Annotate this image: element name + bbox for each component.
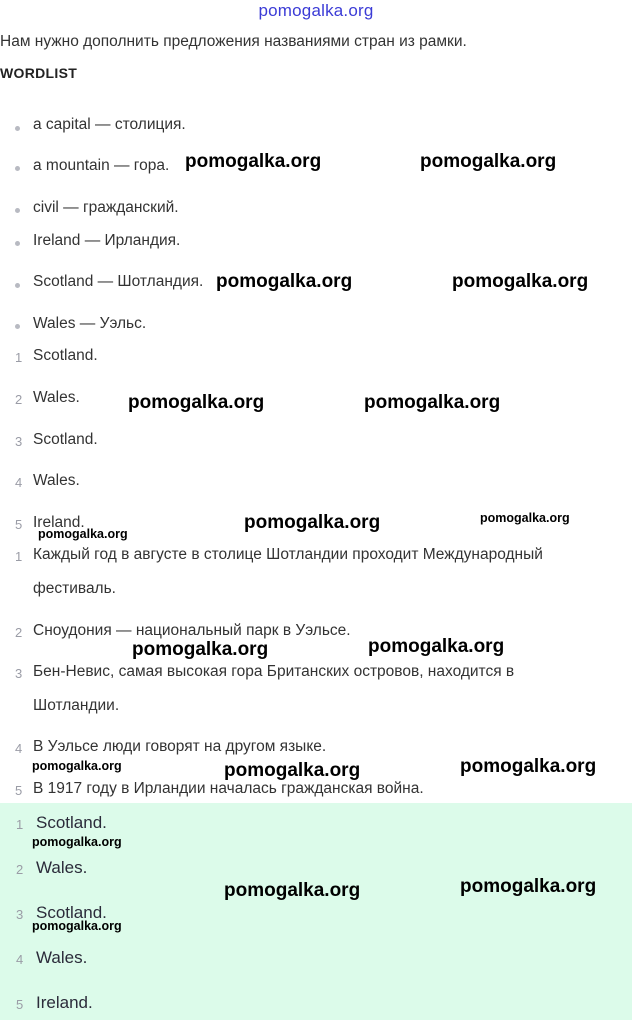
final-answer-item: Scotland.	[36, 903, 107, 922]
item-number: 3	[16, 907, 24, 922]
item-number: 4	[16, 952, 24, 967]
watermark: pomogalka.org	[132, 639, 269, 660]
item-number: 5	[15, 517, 23, 532]
watermark: pomogalka.org	[460, 756, 597, 777]
watermark: pomogalka.org	[32, 759, 122, 773]
item-number: 2	[15, 392, 23, 407]
item-number: 3	[15, 434, 23, 449]
translation-line: фестиваль.	[33, 580, 116, 597]
answer-item: Scotland.	[33, 431, 98, 448]
translation-line: Каждый год в августе в столице Шотландии проходит Международный	[33, 546, 543, 563]
bullet-icon	[15, 166, 20, 171]
answer-item: Scotland.	[33, 347, 98, 364]
watermark: pomogalka.org	[216, 271, 353, 292]
watermark: pomogalka.org	[244, 512, 381, 533]
answer-item: Wales.	[33, 389, 80, 406]
item-number: 4	[15, 475, 23, 490]
translation-line: Бен-Невис, самая высокая гора Британских островов, находится в	[33, 663, 515, 680]
translation-line: Сноудония — национальный парк в Уэльсе.	[33, 622, 351, 639]
item-number: 3	[15, 666, 23, 681]
watermark: pomogalka.org	[185, 151, 322, 172]
translation-line: В 1917 году в Ирландии началась гражданская война.	[33, 780, 424, 797]
watermark: pomogalka.org	[224, 760, 361, 781]
wordlist-item: Ireland — Ирландия.	[33, 232, 181, 249]
watermark: pomogalka.org	[128, 392, 265, 413]
bullet-icon	[15, 208, 20, 213]
intro-text: Нам нужно дополнить предложения названиями стран из рамки.	[0, 33, 467, 50]
watermark: pomogalka.org	[460, 876, 597, 897]
watermark: pomogalka.org	[368, 636, 505, 657]
item-number: 2	[16, 862, 24, 877]
wordlist-item: a mountain — гора.	[33, 157, 170, 174]
wordlist-item: Scotland — Шотландия.	[33, 273, 204, 290]
item-number: 4	[15, 741, 23, 756]
final-answer-item: Wales.	[36, 948, 88, 967]
final-answer-item: Ireland.	[36, 993, 93, 1012]
final-answer-item: Wales.	[36, 858, 88, 877]
translation-line: Шотландии.	[33, 697, 120, 714]
item-number: 1	[15, 350, 23, 365]
wordlist-item: civil — гражданский.	[33, 199, 179, 216]
watermark: pomogalka.org	[452, 271, 589, 292]
translation-line: В Уэльсе люди говорят на другом языке.	[33, 738, 327, 755]
watermark: pomogalka.org	[420, 151, 557, 172]
item-number: 1	[15, 549, 23, 564]
answer-item: Ireland.	[33, 514, 85, 531]
bullet-icon	[15, 241, 20, 246]
wordlist-heading: WORDLIST	[0, 65, 78, 81]
site-title[interactable]: pomogalka.org	[258, 1, 374, 20]
wordlist-item: a capital — столиция.	[33, 116, 186, 133]
watermark: pomogalka.org	[364, 392, 501, 413]
watermark: pomogalka.org	[32, 835, 122, 849]
watermark: pomogalka.org	[32, 919, 122, 933]
item-number: 5	[16, 997, 24, 1012]
watermark: pomogalka.org	[224, 880, 361, 901]
watermark: pomogalka.org	[38, 527, 128, 541]
wordlist-item: Wales — Уэльс.	[33, 315, 147, 332]
bullet-icon	[15, 126, 20, 131]
watermark: pomogalka.org	[480, 511, 570, 525]
item-number: 5	[15, 783, 23, 798]
final-answer-item: Scotland.	[36, 813, 107, 832]
answer-item: Wales.	[33, 472, 80, 489]
item-number: 2	[15, 625, 23, 640]
bullet-icon	[15, 324, 20, 329]
item-number: 1	[16, 817, 24, 832]
bullet-icon	[15, 283, 20, 288]
